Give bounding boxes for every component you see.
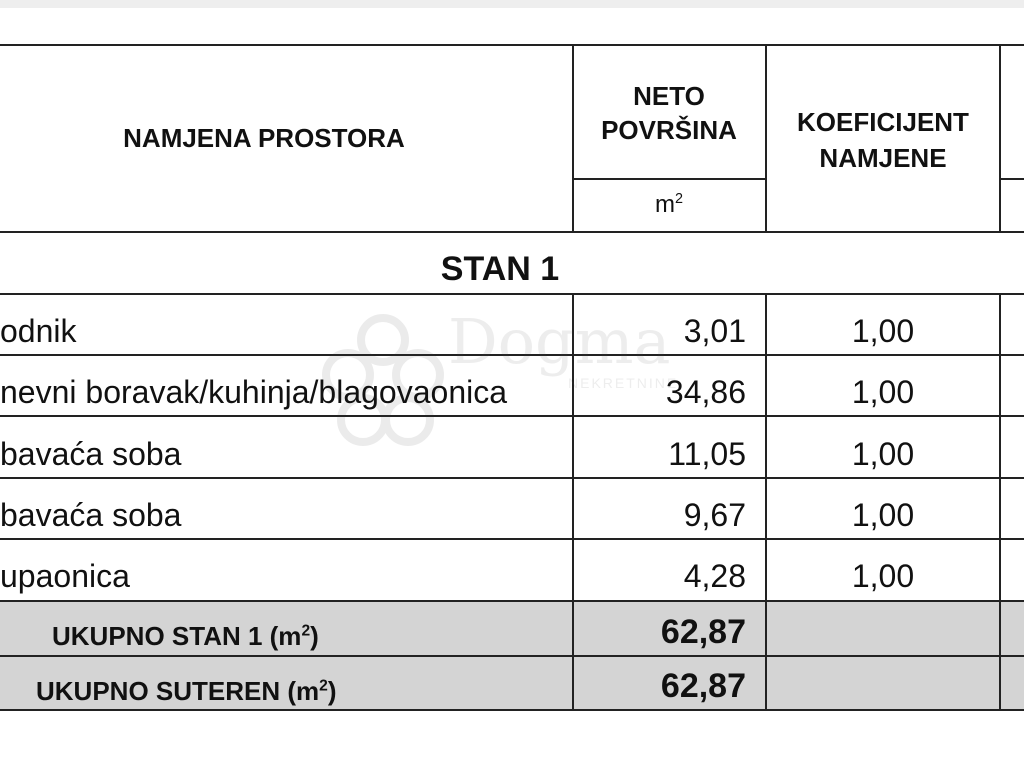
row-coef: 1,00	[851, 497, 915, 533]
header-neto-line2: POVRŠINA	[601, 115, 737, 145]
header-neto-line1: NETO	[633, 81, 705, 111]
row-name: bavaća soba	[0, 436, 182, 472]
total-suteren-label	[36, 675, 337, 707]
border-row-1	[0, 354, 1024, 356]
row-area: 4,28	[683, 558, 746, 594]
row-coef: 1,00	[851, 313, 915, 349]
row-area: 3,01	[683, 313, 746, 349]
row-name: bavaća soba	[0, 497, 182, 533]
row-coef: 1,00	[851, 558, 915, 594]
border-col-3-lower	[999, 293, 1001, 711]
total-suteren-exp: 2	[319, 677, 328, 695]
border-row-2	[0, 415, 1024, 417]
total-suteren-text: UKUPNO SUTEREN (m	[36, 676, 320, 706]
total-stan-value: 62,87	[660, 613, 746, 651]
border-row-4	[0, 538, 1024, 540]
unit-m: m	[654, 191, 675, 218]
total-suteren-value: 62,87	[660, 667, 746, 705]
total-stan-paren: )	[310, 621, 319, 651]
border-bottom	[0, 709, 1024, 711]
total-stan-text: UKUPNO STAN 1 (m	[52, 621, 302, 651]
border-header-bottom	[0, 231, 1024, 233]
total-stan-label	[52, 620, 319, 652]
row-name: upaonica	[0, 558, 130, 594]
border-header-sub	[573, 178, 765, 180]
total-stan-exp: 2	[301, 622, 311, 640]
border-col-2	[765, 44, 767, 233]
row-name: nevni boravak/kuhinja/blagovaonica	[0, 374, 508, 410]
border-header-sub-right	[1000, 178, 1024, 180]
row-area: 34,86	[665, 374, 746, 410]
row-area: 9,67	[683, 497, 746, 533]
watermark-text: Dogma	[448, 305, 671, 378]
header-koef-line1: KOEFICIJENT	[797, 107, 969, 137]
row-coef: 1,00	[851, 374, 915, 410]
border-section	[0, 293, 1024, 295]
row-name: odnik	[0, 313, 77, 349]
section-title: STAN 1	[440, 250, 560, 288]
watermark-subtext: NEKRETNINE	[568, 375, 679, 391]
total-suteren-paren: )	[327, 676, 337, 706]
border-col-3	[999, 44, 1001, 233]
row-area: 11,05	[668, 436, 746, 472]
row-coef: 1,00	[851, 436, 915, 472]
border-row-3	[0, 477, 1024, 479]
unit-exponent: 2	[674, 191, 683, 207]
header-koef-line2: NAMJENE	[819, 143, 947, 173]
header-neto-unit	[574, 190, 764, 220]
border-row-5	[0, 600, 1024, 602]
border-total-1	[0, 655, 1024, 657]
border-top	[0, 44, 1024, 46]
header-namjena-prostora: NAMJENA PROSTORA	[123, 123, 405, 153]
